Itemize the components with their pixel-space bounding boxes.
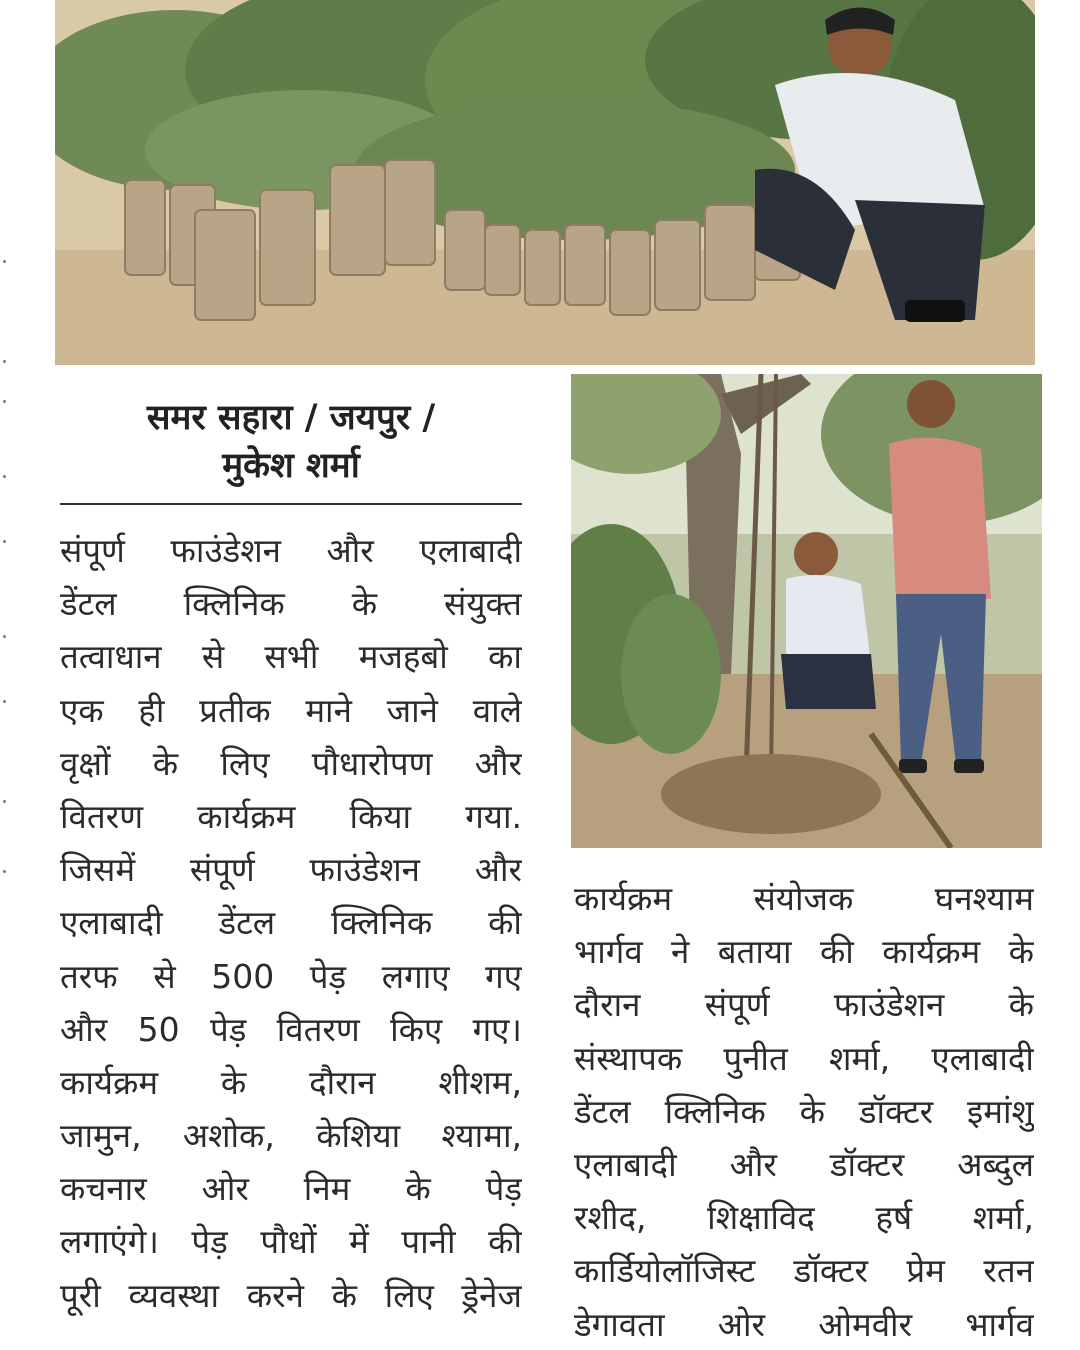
article-line: कचनार ओर निम के पेड़ — [60, 1169, 522, 1209]
article-line: कार्यक्रम के दौरान शीशम, — [60, 1062, 522, 1102]
byline — [60, 394, 522, 490]
article-line: भार्गव ने बताया की कार्यक्रम के — [574, 932, 1034, 972]
article-line: दौरान संपूर्ण फाउंडेशन के — [574, 985, 1034, 1025]
article-column-left — [60, 524, 522, 1350]
article-line: एलाबादी डेंटल क्लिनिक की — [60, 903, 522, 943]
article-line: लगाएंगे। पेड़ पौधों में पानी की — [60, 1222, 522, 1262]
article-line: एक ही प्रतीक माने जाने वाले — [60, 690, 522, 730]
saplings-illustration — [55, 0, 1035, 365]
article-line: संस्थापक पुनीत शर्मा, एलाबादी — [574, 1038, 1034, 1078]
article-line: डेंटल क्लिनिक के संयुक्त — [60, 584, 522, 624]
byline-line-2: मुकेश शर्मा — [222, 445, 360, 486]
article-line: कार्डियोलॉजिस्ट डॉक्टर प्रेम रतन — [574, 1251, 1034, 1291]
article-line: तत्वाधान से सभी मजहबो का — [60, 637, 522, 677]
article-line: और 50 पेड़ वितरण किए गए। — [60, 1009, 522, 1049]
article-line: रशीद, शिक्षाविद हर्ष शर्मा, — [574, 1198, 1034, 1238]
planting-illustration — [571, 374, 1042, 848]
article-line: वृक्षों के लिए पौधारोपण और — [60, 743, 522, 783]
photo-planting — [571, 374, 1042, 848]
article-line: कार्यक्रम संयोजक घनश्याम — [574, 879, 1034, 918]
article-line: डेगावता ओर ओमवीर भार्गव — [574, 1304, 1034, 1344]
article-line: जिसमें संपूर्ण फाउंडेशन और — [60, 850, 522, 890]
article-line: संपूर्ण फाउंडेशन और एलाबादी — [60, 531, 522, 570]
margin-marks — [0, 240, 10, 900]
article-line: डेंटल क्लिनिक के डॉक्टर इमांशु — [574, 1091, 1034, 1131]
article-line: तरफ से 500 पेड़ लगाए गए — [60, 956, 522, 996]
article-line: पूरी व्यवस्था करने के लिए ड्रेनेज — [60, 1275, 522, 1315]
byline-divider — [60, 503, 522, 505]
article-line: जामुन, अशोक, केशिया श्यामा, — [60, 1116, 522, 1156]
article-line: वितरण कार्यक्रम किया गया. — [60, 796, 522, 836]
article-column-right — [574, 872, 1034, 1350]
byline-line-1: समर सहारा / जयपुर / — [146, 397, 436, 438]
photo-saplings — [55, 0, 1035, 365]
article-line: एलाबादी और डॉक्टर अब्दुल — [574, 1144, 1034, 1184]
